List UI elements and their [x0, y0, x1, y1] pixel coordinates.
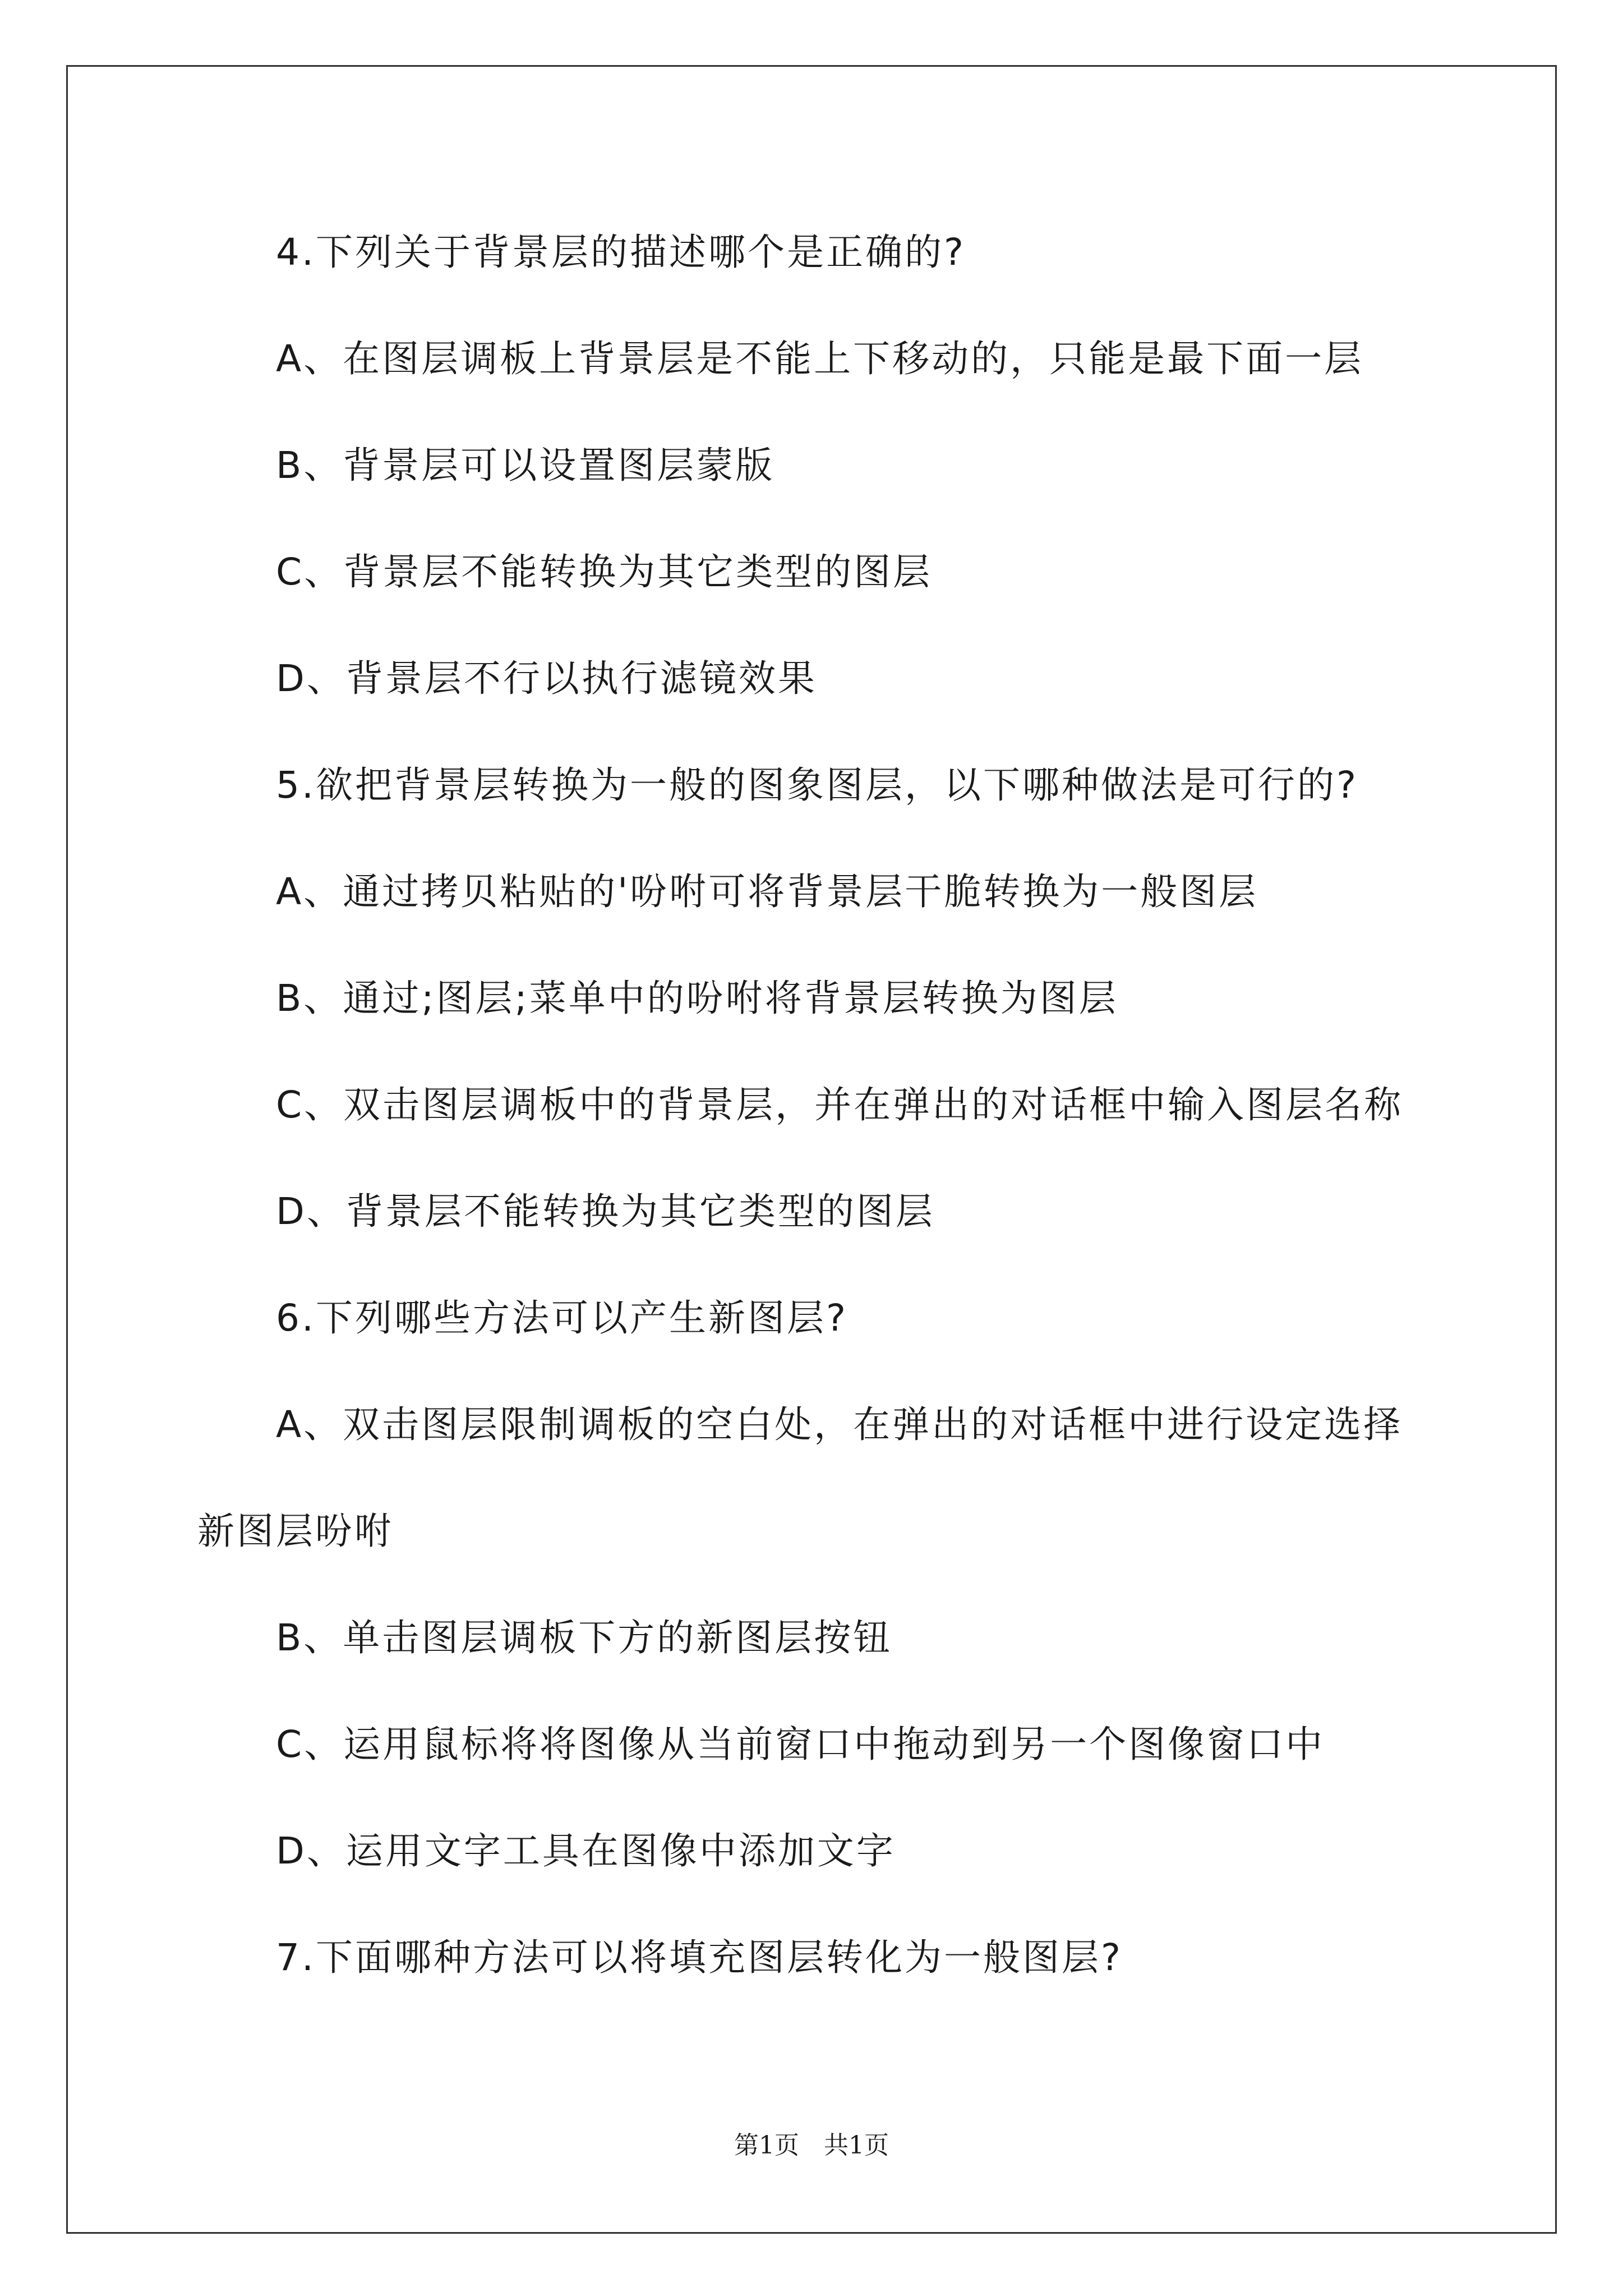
page-border	[66, 65, 1557, 2234]
question-4-option-a: A、在图层调板上背景层是不能上下移动的，只能是最下面一层	[276, 337, 1364, 380]
question-5-option-d: D、背景层不能转换为其它类型的图层	[276, 1190, 935, 1233]
question-6-option-a: A、双击图层限制调板的空白处，在弹出的对话框中进行设定选择	[276, 1403, 1403, 1446]
question-7-text: 7.下面哪种方法可以将填充图层转化为一般图层?	[276, 1936, 1123, 1979]
question-5-option-b: B、通过;图层;菜单中的吩咐将背景层转换为图层	[276, 977, 1118, 1020]
question-6-text: 6.下列哪些方法可以产生新图层?	[276, 1296, 849, 1340]
question-4-option-b: B、背景层可以设置图层蒙版	[276, 444, 775, 487]
page-footer: 第1页 共1页	[734, 2131, 889, 2160]
question-4-option-c: C、背景层不能转换为其它类型的图层	[276, 550, 933, 593]
question-5-option-c: C、双击图层调板中的背景层，并在弹出的对话框中输入图层名称	[276, 1083, 1404, 1126]
question-6-option-d: D、运用文字工具在图像中添加文字	[276, 1829, 896, 1872]
question-5-option-a: A、通过拷贝粘贴的'吩咐可将背景层干脆转换为一般图层	[276, 870, 1258, 913]
question-6-option-a-continued: 新图层吩咐	[197, 1510, 394, 1553]
question-6-option-c: C、运用鼠标将将图像从当前窗口中拖动到另一个图像窗口中	[276, 1723, 1325, 1766]
question-4-option-d: D、背景层不行以执行滤镜效果	[276, 657, 817, 700]
question-4-text: 4.下列关于背景层的描述哪个是正确的?	[276, 231, 966, 274]
question-5-text: 5.欲把背景层转换为一般的图象图层，以下哪种做法是可行的?	[276, 763, 1359, 807]
question-6-option-b: B、单击图层调板下方的新图层按钮	[276, 1616, 893, 1659]
